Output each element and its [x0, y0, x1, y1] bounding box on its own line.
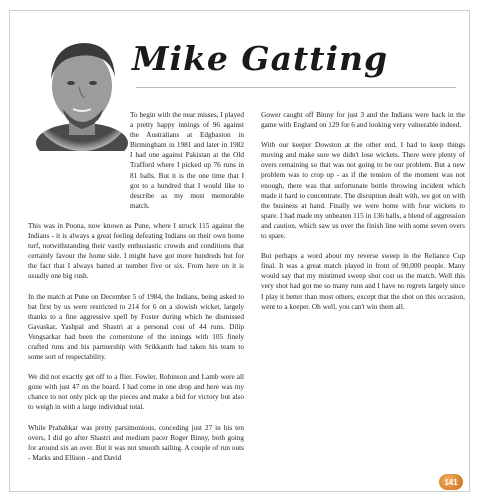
paragraph: To begin with the near misses, I played a pretty happy innings of 96 against the Australians at Edgbaston in Birmingham in 1981 and later in 1982 I had one against Pakistan at the Old Trafford where I picked up 76 runs in 81 balls. But it is the one time that I got to a hundred that I would like to describe as my most memorable match. — [130, 111, 244, 210]
paragraph: While Prabahkar was pretty parsimonious, conceding just 27 in his ten overs, I did go after Shastri and medium pacer Roger Binny, both going for around six an over. But it was not smooth sailing. A couple of run outs - Marks and Ellison - and David — [28, 423, 244, 462]
paragraph: We did not exactly get off to a flier. Fowler, Robinson and Lamb were all gone with just 47 on the board. I had come in one drop and here was my chance to not only pick up the pieces and make a bid for victory but also to weigh in with a large individual total. — [28, 373, 244, 412]
paragraph: With our keeper Dowston at the other end, I had to keep things moving and make sure we didn't lose wickets. There were plenty of overs remaining so that was not going to be our problem. But a new problem was to crop up - as if the tension of the moment was not enough, there was that unfortunate bottle throwing incident which made it hard to concentrate. The disruption dealt with, we got on with the business at hand. Finally we were home with four wickets to spare. I had made my unbeaten 115 in 136 balls, a blend of aggression and caution, which saw us over the finish line with some seven overs to spare. — [261, 141, 465, 241]
paragraph: But perhaps a word about my reverse sweep in the Reliance Cup final. It was a great match played in front of 90,000 people. Many would say that my mistimed sweep shot cost us the match. Well this very shot had got me so many runs and I have no regrets largely since I play it better than most others, except that the shot on this occasion, went to a keeper. Oh well, you can't win them all. — [261, 252, 465, 311]
page — [9, 10, 470, 492]
page-number: 141 — [439, 474, 463, 490]
paragraph: Gower caught off Binny for just 3 and the Indians were back in the game with England on 129 for 6 and looking very vulnerable indeed. — [261, 111, 465, 130]
page-title: Mike Gatting — [132, 39, 389, 78]
right-column — [261, 110, 465, 322]
paragraph: This was in Poona, now known as Pune, where I struck 115 against the Indians - it is always a great feeling defeating Indians on their own home turf, notwithstanding their vastly enthusiastic crowds and conditions that certainly favour the home side. I might have got more hundreds but for the fact that I always batted at number five or six. From here on it is usually one big rush. — [28, 221, 244, 281]
left-column — [28, 110, 244, 473]
paragraph: In the match at Pune on December 5 of 1984, the Indians, being asked to bat first by us were restricted to 214 for 6 on a slowish wicket, largely thanks to a fine aggressive spell by Foster during which he dismissed Gavaskar, Yashpal and Shastri at a personal cost of 44 runs. Dilip Vengsarkar had been the cornerstone of the innings with 105 finely crafted runs and his partnership with Srikkanth had taken his team to some sort of respectability. — [28, 292, 244, 362]
title-underline — [136, 87, 456, 88]
